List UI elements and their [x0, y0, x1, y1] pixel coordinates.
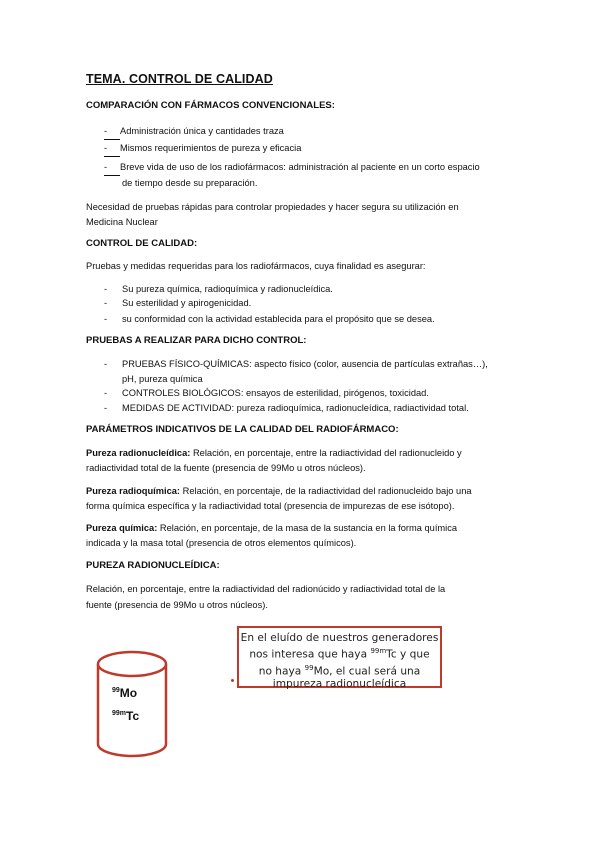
list-item: - Breve vida de uso de los radiofármacos: administración al paciente en un corto espacio [104, 160, 480, 176]
paragraph-line: Relación, en porcentaje, entre la radiactividad del radionúcido y radiactividad total de la [86, 584, 446, 594]
definition-line: radiactividad total de la fuente (presencia de 99Mo u otros núcleos). [86, 463, 366, 473]
definition-line: indicada y la masa total (presencia de otros elementos químicos). [86, 538, 357, 548]
dash-marker: - [104, 141, 120, 157]
list-item-continuation: pH, pureza química [122, 374, 203, 384]
section-heading-comparacion: COMPARACIÓN CON FÁRMACOS CONVENCIONALES: [86, 100, 335, 111]
section-heading-pureza-radionucleidica: PUREZA RADIONUCLEÍDICA: [86, 560, 220, 571]
list-item: - MEDIDAS DE ACTIVIDAD: pureza radioquímica, radionucleídica, radiactividad total. [104, 401, 469, 416]
page-title: TEMA. CONTROL DE CALIDAD [86, 72, 273, 86]
dash-marker: - [104, 284, 108, 294]
section-heading-parametros: PARÁMETROS INDICATIVOS DE LA CALIDAD DEL RADIOFÁRMACO: [86, 424, 399, 435]
bullet-dot [231, 679, 234, 682]
dash-marker: - [104, 124, 120, 140]
list-item-continuation: de tiempo desde su preparación. [122, 178, 258, 188]
mo-label: $^{99}$Mo [112, 686, 138, 700]
definition-line: Pureza radioquímica: Relación, en porcentaje, de la radiactividad del radionucleido bajo una [86, 486, 472, 496]
dash-marker: - [104, 403, 108, 413]
tc-label: $^{99m}$Tc [112, 709, 140, 723]
paragraph-line: Pruebas y medidas requeridas para los radiofármacos, cuya finalidad es asegurar: [86, 261, 426, 271]
paragraph-line: Necesidad de pruebas rápidas para controlar propiedades y hacer segura su utilización en [86, 202, 459, 212]
dash-marker: - [104, 298, 108, 308]
definition-line: Pureza radionucleídica: Relación, en porcentaje, entre la radiactividad del radionucleido y [86, 448, 462, 458]
paragraph-line: Medicina Nuclear [86, 217, 158, 227]
section-heading-control: CONTROL DE CALIDAD: [86, 238, 198, 249]
list-item: - CONTROLES BIOLÓGICOS: ensayos de esterilidad, pirógenos, toxicidad. [104, 386, 429, 401]
paragraph-line: fuente (presencia de 99Mo u otros núcleos). [86, 600, 268, 610]
list-item: - Mismos requerimientos de pureza y eficacia [104, 141, 301, 157]
list-item: - Administración única y cantidades traza [104, 124, 284, 140]
vial-illustration [94, 648, 174, 760]
dash-marker: - [104, 314, 108, 324]
definition-line: Pureza química: Relación, en porcentaje, de la masa de la sustancia en la forma química [86, 523, 458, 533]
definition-term: Pureza química: [86, 523, 158, 533]
definition-term: Pureza radionucleídica: [86, 448, 191, 458]
list-item: - su conformidad con la actividad establecida para el propósito que se desea. [104, 312, 435, 327]
definition-term: Pureza radioquímica: [86, 486, 181, 496]
dash-marker: - [104, 388, 108, 398]
dash-marker: - [104, 359, 108, 369]
dash-marker: - [104, 160, 120, 176]
section-heading-pruebas: PRUEBAS A REALIZAR PARA DICHO CONTROL: [86, 335, 307, 346]
list-item: - Su esterilidad y apirogenicidad. [104, 296, 251, 311]
list-item: - PRUEBAS FÍSICO-QUÍMICAS: aspecto físico (color, ausencia de partículas extrañas…), [104, 357, 488, 372]
list-item: - Su pureza química, radioquímica y radionucleídica. [104, 282, 333, 297]
note-box: En el eluído de nuestros generadores nos interesa que haya $^{99m}$Tc y que no haya $^{99}$Mo, el cual será una impureza radionucleídica [237, 626, 442, 688]
definition-line: forma química específica y la radiactividad total (presencia de impurezas de ese isótopo). [86, 501, 455, 511]
